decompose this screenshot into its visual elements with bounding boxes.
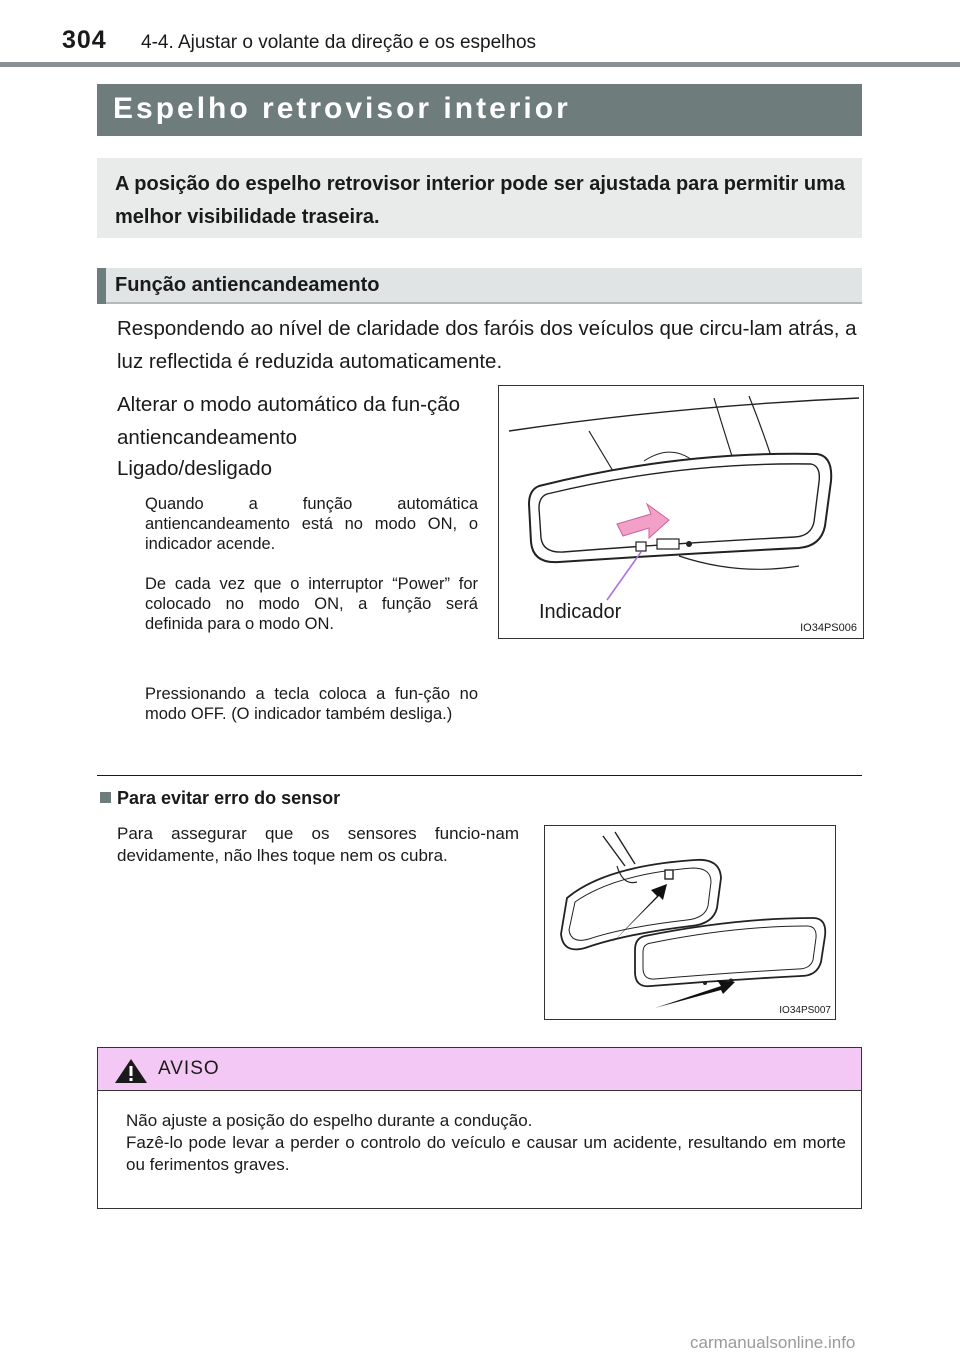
section-title: Espelho retrovisor interior [113, 92, 571, 125]
header-rule [0, 62, 960, 67]
warning-triangle-icon [114, 1058, 148, 1084]
subsection-title: Função antiencandeamento [115, 274, 380, 296]
intro-text: A posição do espelho retrovisor interior pode ser ajustada para permitir uma melhor visibilidade traseira. [115, 173, 845, 228]
alter-mode-text: Alterar o modo automático da fun-ção antiencandeamento [117, 393, 460, 449]
figure-code: IO34PS007 [779, 1005, 831, 1016]
on-off-text: Ligado/desligado [117, 457, 273, 480]
warning-label: AVISO [158, 1058, 220, 1079]
chapter-title: 4-4. Ajustar o volante da direção e os espelhos [141, 32, 537, 53]
note-off-mode: Pressionando a tecla coloca a fun-ção no modo OFF. (O indicador também desliga.) [145, 685, 478, 723]
page-number: 304 [62, 26, 107, 54]
indicator-label: Indicador [539, 601, 622, 623]
sensor-heading: Para evitar erro do sensor [117, 788, 341, 808]
mirror-illustration [498, 385, 864, 639]
sensor-drawing [545, 826, 835, 1019]
warning-box [97, 1047, 862, 1209]
sensor-illustration [544, 825, 836, 1020]
sensor-text: Para assegurar que os sensores funcio-nam devidamente, não lhes toque nem os cubra. [117, 824, 519, 865]
square-bullet-icon [100, 792, 111, 803]
subsection-header [97, 268, 862, 304]
subsection-accent-bar [97, 268, 106, 304]
watermark: carmanualsonline.info [690, 1333, 856, 1352]
section-banner [97, 84, 862, 136]
note-power-switch: De cada vez que o interruptor “Power” for colocado no modo ON, a função será definida para o modo ON. [145, 575, 478, 633]
warning-line-2: Fazê-lo pode levar a perder o controlo do veículo e causar um acidente, resultando em morte ou ferimentos graves. [126, 1133, 846, 1174]
body-paragraph: Respondendo ao nível de claridade dos faróis dos veículos que circu-lam atrás, a luz reflectida é reduzida automaticamente. [117, 317, 857, 373]
warning-line-1: Não ajuste a posição do espelho durante a condução. [126, 1111, 533, 1130]
intro-box [97, 158, 862, 238]
section-divider [97, 775, 862, 776]
warning-text [126, 1110, 846, 1176]
warning-header [98, 1048, 861, 1091]
figure-code: IO34PS006 [800, 622, 857, 634]
note-indicator: Quando a função automática antiencandeamento está no modo ON, o indicador acende. [145, 495, 478, 553]
